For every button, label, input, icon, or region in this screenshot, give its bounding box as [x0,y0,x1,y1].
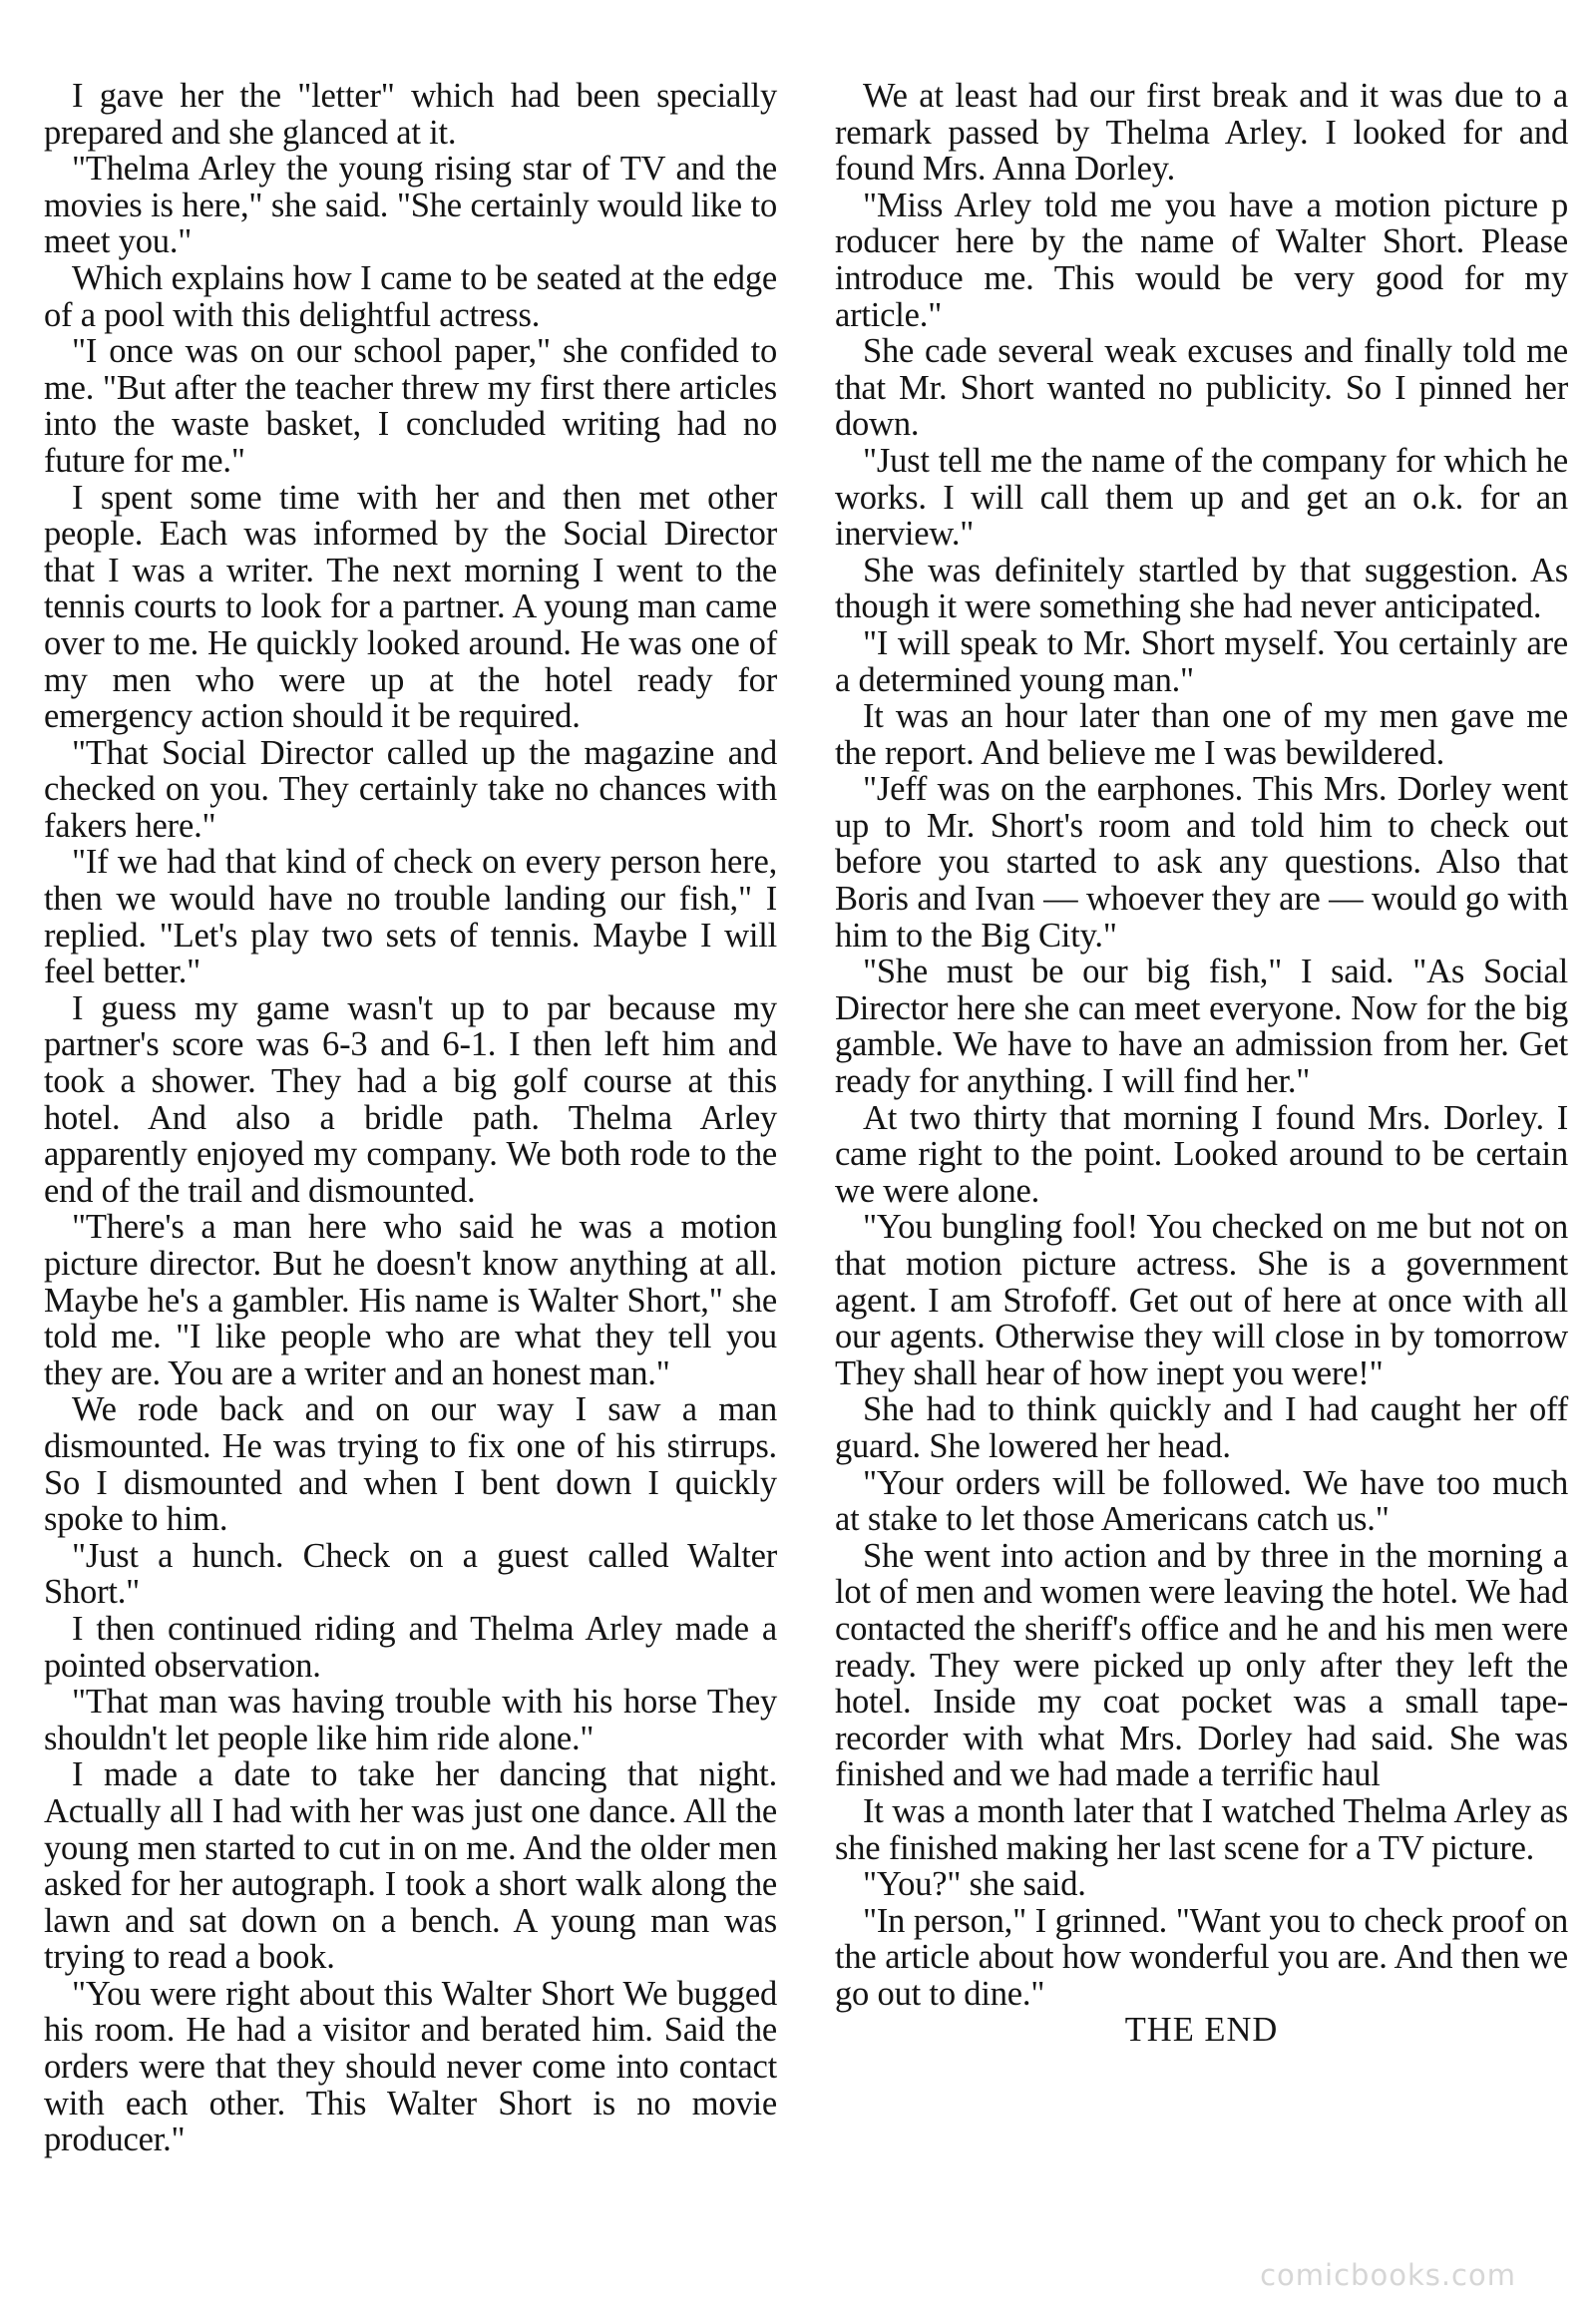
paragraph: At two thirty that morning I found Mrs. Dorley. I came right to the point. Looked around to be certain we were alone. [835,1098,1568,1210]
paragraph: "That Social Director called up the magazine and checked on you. They certainly take no chances with fakers here." [44,733,777,845]
paragraph: It was a month later that I watched Thelma Arley as she finished making her last scene for a TV picture. [835,1791,1568,1867]
paragraph: "You?" she said. [863,1865,1086,1904]
paragraph: "If we had that kind of check on every person here, then we would have no trouble landing our fish," I replied. "Let's play two sets of tennis. Maybe I will feel better." [44,843,777,991]
paragraph: "I once was on our school paper," she confided to me. "But after the teacher threw my first there articles into the waste basket, I concluded writing had no future for me." [44,332,777,480]
left-text-column [44,78,777,2158]
paragraph: "Just a hunch. Check on a guest called Walter Short." [44,1536,777,1612]
paragraph: She went into action and by three in the morning a lot of men and women were leaving the hotel. We had contacted the sheriff's office and he and his men were ready. They were picked up only after they left the hotel. Inside my coat pocket was a small tape-recorder with what Mrs. Dorley had said. She was finished and we had made a terrific haul [835,1536,1568,1794]
paragraph: "In person," I grinned. "Want you to check proof on the article about how wonderful you are. And then we go out to dine." [835,1901,1568,2013]
paragraph: "There's a man here who said he was a motion picture director. But he doesn't know anything at all. Maybe he's a gambler. His name is Walter Short," she told me. "I like people who are what they tell you they are. You are a writer and an honest man." [44,1208,777,1392]
paragraph: It was an hour later than one of my men gave me the report. And believe me I was bewildered. [835,697,1568,772]
paragraph: "You were right about this Walter Short We bugged his room. He had a visitor and berated him. Said the orders were that they should never come into contact with each other. This Walter Short is no movie producer." [44,1974,777,2159]
paragraph: "She must be our big fish," I said. "As Social Director here she can meet everyone. Now for the big gamble. We have to have an admission from her. Get ready for anything. I will find her." [835,953,1568,1101]
paragraph: "Thelma Arley the young rising star of TV and the movies is here," she said. "She certainly would like to meet you." [44,150,777,261]
paragraph: I made a date to take her dancing that night. Actually all I had with her was just one dance. All the young men started to cut in on me. And the older men asked for her autograph. I took a short walk along the lawn and sat down on a bench. A young man was trying to read a book. [44,1755,777,1977]
paragraph: We rode back and on our way I saw a man dismounted. He was trying to fix one of his stirrups. So I dismounted and when I bent down I quickly spoke to him. [44,1390,777,1539]
watermark: comicbooks.com [1260,2258,1516,2292]
paragraph: "Your orders will be followed. We have too much at stake to let those Americans catch us." [835,1463,1568,1539]
right-text-column [835,78,1568,2049]
paragraph: She cade several weak excuses and finally told me that Mr. Short wanted no publicity. So I pinned her down. [835,332,1568,444]
paragraph: "Just tell me the name of the company for which he works. I will call them up and get an o.k. for an inerview." [835,441,1568,554]
paragraph: "Miss Arley told me you have a motion picture p roducer here by the name of Walter Short. Please introduce me. This would be very good for my article." [835,186,1568,334]
paragraph: "I will speak to Mr. Short myself. You certainly are a determined young man." [835,623,1568,699]
paragraph: She was definitely startled by that suggestion. As though it were something she had never anticipated. [835,551,1568,626]
paragraph: I gave her the "letter" which had been specially prepared and she glanced at it. [44,77,777,152]
paragraph: Which explains how I came to be seated at the edge of a pool with this delightful actress. [44,258,777,334]
paragraph: I guess my game wasn't up to par because my partner's score was 6-3 and 6-1. I then left him and took a shower. They had a big golf course at this hotel. And also a bridle path. Thelma Arley apparently enjoyed my company. We both rode to the end of the trail and dismounted. [44,988,777,1210]
paragraph: I spent some time with her and then met other people. Each was informed by the Social Director that I was a writer. The next morning I went to the tennis courts to look for a partner. A young man came over to me. He quickly looked around. He was one of my men who were up at the hotel ready for emergency action should it be required. [44,478,777,736]
paragraph: She had to think quickly and I had caught her off guard. She lowered her head. [835,1390,1568,1465]
paragraph: "Jeff was on the earphones. This Mrs. Dorley went up to Mr. Short's room and told him to check out before you started to ask any questions. Also that Boris and Ivan — whoever they are — would go with him to the Big City." [835,770,1568,955]
the-end-label: THE END [1124,2011,1279,2050]
paragraph: "You bungling fool! You checked on me but not on that motion picture actress. She is a government agent. I am Strofoff. Get out of here at once with all our agents. Otherwise they will close in by tomorrow They shall hear of how inept you were!" [835,1208,1568,1392]
paragraph: We at least had our first break and it was due to a remark passed by Thelma Arley. I looked for and found Mrs. Anna Dorley. [835,77,1568,189]
paragraph: I then continued riding and Thelma Arley made a pointed observation. [44,1609,777,1685]
paragraph: "That man was having trouble with his horse They shouldn't let people like him ride alone." [44,1683,777,1757]
